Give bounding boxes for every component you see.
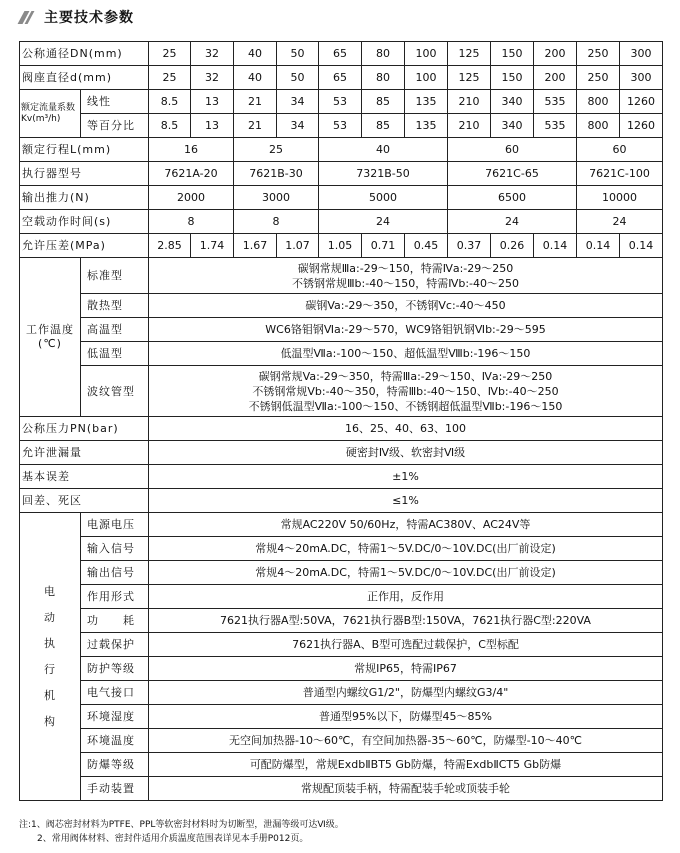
dn-cell: 150 — [491, 42, 534, 66]
thrust-label: 输出推力(N) — [20, 186, 149, 210]
seat-cell: 25 — [149, 66, 191, 90]
dp-cell: 0.14 — [620, 234, 663, 258]
seat-cell: 125 — [448, 66, 491, 90]
stroke-cell: 16 — [149, 138, 234, 162]
temp-value: WC6铬钼钢Ⅵa:-29～570，WC9铬钼钒钢Ⅵb:-29～595 — [149, 318, 663, 342]
stroke-cell: 60 — [577, 138, 663, 162]
dn-cell: 40 — [234, 42, 277, 66]
row-electric-power — [20, 513, 663, 537]
electric-label-char: 电 — [44, 584, 56, 598]
temp-value: 低温型Ⅶa:-100～150、超低温型Ⅷb:-196～150 — [149, 342, 663, 366]
dn-cell: 100 — [405, 42, 448, 66]
row-electric-manual — [20, 777, 663, 801]
time-cell: 24 — [448, 210, 577, 234]
row-electric-explosion — [20, 753, 663, 777]
dn-cell: 65 — [319, 42, 362, 66]
eqpct-label: 等百分比 — [81, 114, 149, 138]
row-kv-eqpct — [20, 114, 663, 138]
electric-item-label: 环境湿度 — [81, 705, 149, 729]
dp-cell: 1.74 — [191, 234, 234, 258]
temp-line: 不锈钢低温型Ⅶa:-100～150、不锈钢超低温型Ⅶb:-196～150 — [248, 399, 563, 413]
temp-type-label: 波纹管型 — [81, 366, 149, 417]
seat-cell: 65 — [319, 66, 362, 90]
page-title: 主要技术参数 — [44, 10, 134, 26]
eqpct-cell: 1260 — [620, 114, 663, 138]
eqpct-cell: 800 — [577, 114, 620, 138]
electric-item-value: 无空间加热器-10～60℃，有空间加热器-35～60℃，防爆型-10～40℃ — [149, 729, 663, 753]
linear-cell: 210 — [448, 90, 491, 114]
eqpct-cell: 8.5 — [149, 114, 191, 138]
seat-cell: 250 — [577, 66, 620, 90]
dp-cell: 1.07 — [277, 234, 319, 258]
thrust-cell: 5000 — [319, 186, 448, 210]
actuator-cell: 7321B-50 — [319, 162, 448, 186]
row-temp-low — [20, 342, 663, 366]
seat-cell: 32 — [191, 66, 234, 90]
actuator-cell: 7621C-65 — [448, 162, 577, 186]
eqpct-cell: 53 — [319, 114, 362, 138]
linear-cell: 21 — [234, 90, 277, 114]
linear-cell: 85 — [362, 90, 405, 114]
seat-cell: 40 — [234, 66, 277, 90]
electric-item-value: 7621执行器A型:50VA，7621执行器B型:150VA，7621执行器C型:220VA — [149, 609, 663, 633]
electric-item-label: 过载保护 — [81, 633, 149, 657]
row-electric-protection — [20, 657, 663, 681]
dp-cell: 0.71 — [362, 234, 405, 258]
time-cell: 24 — [319, 210, 448, 234]
electric-item-value: 常规4～20mA.DC，特需1～5V.DC/0～10V.DC(出厂前设定) — [149, 561, 663, 585]
dn-cell: 80 — [362, 42, 405, 66]
row-hysteresis — [20, 489, 663, 513]
linear-cell: 53 — [319, 90, 362, 114]
temp-type-label: 高温型 — [81, 318, 149, 342]
row-electric-ambient-temp — [20, 729, 663, 753]
dn-label: 公称通径DN(mm) — [20, 42, 149, 66]
electric-item-label: 电气接口 — [81, 681, 149, 705]
dn-cell: 125 — [448, 42, 491, 66]
footnote: 注:1、阀芯密封材料为PTFE、PPL等软密封材料时为切断型，泄漏等级可达Ⅵ级。 — [19, 820, 344, 830]
electric-item-value: 7621执行器A、B型可选配过载保护，C型标配 — [149, 633, 663, 657]
row-temp-cooling — [20, 294, 663, 318]
slash-bars-icon — [18, 11, 34, 24]
dp-cell: 0.14 — [577, 234, 620, 258]
linear-cell: 1260 — [620, 90, 663, 114]
temp-line: 碳钢常规Ⅲa:-29～150，特需Ⅳa:-29～250 — [297, 261, 514, 275]
hysteresis-label: 回差、死区 — [20, 489, 149, 513]
dn-cell: 200 — [534, 42, 577, 66]
row-electric-interface — [20, 681, 663, 705]
footnotes — [19, 818, 344, 846]
pn-value: 16、25、40、63、100 — [149, 417, 663, 441]
temp-label: 工作温度(℃) — [20, 258, 81, 417]
electric-item-value: 正作用，反作用 — [149, 585, 663, 609]
electric-item-value: 可配防爆型，常规ExdbⅡBT5 Gb防爆，特需ExdbⅡCT5 Gb防爆 — [149, 753, 663, 777]
eqpct-cell: 535 — [534, 114, 577, 138]
eqpct-cell: 210 — [448, 114, 491, 138]
error-value: ±1% — [149, 465, 663, 489]
linear-cell: 340 — [491, 90, 534, 114]
electric-label-char: 执 — [44, 636, 56, 650]
linear-cell: 13 — [191, 90, 234, 114]
row-electric-humidity — [20, 705, 663, 729]
electric-item-label: 电源电压 — [81, 513, 149, 537]
linear-cell: 535 — [534, 90, 577, 114]
electric-label-char: 行 — [44, 662, 56, 676]
electric-label-char: 动 — [44, 610, 56, 624]
electric-item-value: 常规4～20mA.DC，特需1～5V.DC/0～10V.DC(出厂前设定) — [149, 537, 663, 561]
linear-cell: 34 — [277, 90, 319, 114]
stroke-cell: 60 — [448, 138, 577, 162]
eqpct-cell: 340 — [491, 114, 534, 138]
temp-type-label: 标准型 — [81, 258, 149, 294]
stroke-cell: 40 — [319, 138, 448, 162]
dn-cell: 300 — [620, 42, 663, 66]
electric-item-value: 普通型95%以下，防爆型45～85% — [149, 705, 663, 729]
row-kv-linear — [20, 90, 663, 114]
temp-value — [149, 366, 663, 417]
electric-item-label: 功 耗 — [81, 609, 149, 633]
electric-item-label: 作用形式 — [81, 585, 149, 609]
electric-item-value: 常规AC220V 50/60Hz，特需AC380V、AC24V等 — [149, 513, 663, 537]
seat-cell: 100 — [405, 66, 448, 90]
dp-cell: 0.14 — [534, 234, 577, 258]
eqpct-cell: 34 — [277, 114, 319, 138]
linear-cell: 8.5 — [149, 90, 191, 114]
electric-label-char: 机 — [44, 688, 56, 702]
temp-line: 碳钢常规Va:-29～350，特需Ⅲa:-29～150、Ⅳa:-29～250 — [258, 369, 553, 383]
electric-item-label: 手动装置 — [81, 777, 149, 801]
row-temp-bellows — [20, 366, 663, 417]
thrust-cell: 10000 — [577, 186, 663, 210]
actuator-label: 执行器型号 — [20, 162, 149, 186]
stroke-label: 额定行程L(mm) — [20, 138, 149, 162]
dp-label: 允许压差(MPa) — [20, 234, 149, 258]
time-cell: 8 — [149, 210, 234, 234]
electric-item-label: 环境温度 — [81, 729, 149, 753]
pn-label: 公称压力PN(bar) — [20, 417, 149, 441]
linear-label: 线性 — [81, 90, 149, 114]
electric-item-label: 输入信号 — [81, 537, 149, 561]
row-pn — [20, 417, 663, 441]
temp-value — [149, 258, 663, 294]
dp-cell: 0.26 — [491, 234, 534, 258]
electric-item-value: 常规IP65，特需IP67 — [149, 657, 663, 681]
electric-item-label: 防爆等级 — [81, 753, 149, 777]
hysteresis-value: ≤1% — [149, 489, 663, 513]
row-dn — [20, 42, 663, 66]
dn-cell: 32 — [191, 42, 234, 66]
dp-cell: 2.85 — [149, 234, 191, 258]
thrust-cell: 2000 — [149, 186, 234, 210]
seat-cell: 300 — [620, 66, 663, 90]
temp-value: 碳钢Va:-29～350，不锈钢Vc:-40～450 — [149, 294, 663, 318]
electric-item-label: 输出信号 — [81, 561, 149, 585]
section-header — [18, 6, 134, 28]
linear-cell: 135 — [405, 90, 448, 114]
eqpct-cell: 135 — [405, 114, 448, 138]
dp-cell: 1.67 — [234, 234, 277, 258]
actuator-cell: 7621C-100 — [577, 162, 663, 186]
electric-item-value: 常规配顶装手柄，特需配装手轮或顶装手轮 — [149, 777, 663, 801]
row-seat — [20, 66, 663, 90]
dn-cell: 25 — [149, 42, 191, 66]
row-electric-input — [20, 537, 663, 561]
dp-cell: 0.45 — [405, 234, 448, 258]
row-temp-standard — [20, 258, 663, 294]
stroke-cell: 25 — [234, 138, 319, 162]
eqpct-cell: 21 — [234, 114, 277, 138]
row-stroke — [20, 138, 663, 162]
error-label: 基本误差 — [20, 465, 149, 489]
seat-cell: 80 — [362, 66, 405, 90]
dn-cell: 50 — [277, 42, 319, 66]
footnote: 2、常用阀体材料、密封件适用介质温度范围表详见本手册P012页。 — [19, 834, 309, 844]
row-thrust — [20, 186, 663, 210]
eqpct-cell: 13 — [191, 114, 234, 138]
seat-label: 阀座直径d(mm) — [20, 66, 149, 90]
time-label: 空载动作时间(s) — [20, 210, 149, 234]
row-electric-consumption — [20, 609, 663, 633]
dn-cell: 250 — [577, 42, 620, 66]
time-cell: 24 — [577, 210, 663, 234]
row-time — [20, 210, 663, 234]
eqpct-cell: 85 — [362, 114, 405, 138]
dp-cell: 1.05 — [319, 234, 362, 258]
electric-label-char: 构 — [44, 714, 56, 728]
temp-type-label: 低温型 — [81, 342, 149, 366]
row-dp — [20, 234, 663, 258]
temp-type-label: 散热型 — [81, 294, 149, 318]
row-electric-output — [20, 561, 663, 585]
actuator-cell: 7621B-30 — [234, 162, 319, 186]
row-temp-high — [20, 318, 663, 342]
thrust-cell: 3000 — [234, 186, 319, 210]
row-actuator — [20, 162, 663, 186]
leak-value: 硬密封Ⅳ级、软密封Ⅵ级 — [149, 441, 663, 465]
kv-label: 额定流量系数Kv(m³/h) — [20, 90, 81, 138]
electric-item-label: 防护等级 — [81, 657, 149, 681]
seat-cell: 150 — [491, 66, 534, 90]
row-electric-action — [20, 585, 663, 609]
electric-item-value: 普通型内螺纹G1/2"，防爆型内螺纹G3/4" — [149, 681, 663, 705]
actuator-cell: 7621A-20 — [149, 162, 234, 186]
seat-cell: 50 — [277, 66, 319, 90]
row-error — [20, 465, 663, 489]
temp-line: 不锈钢常规Vb:-40～350，特需Ⅲb:-40～150、Ⅳb:-40～250 — [252, 384, 559, 398]
thrust-cell: 6500 — [448, 186, 577, 210]
dp-cell: 0.37 — [448, 234, 491, 258]
spec-table — [19, 41, 663, 801]
row-electric-overload — [20, 633, 663, 657]
linear-cell: 800 — [577, 90, 620, 114]
time-cell: 8 — [234, 210, 319, 234]
electric-actuator-label — [20, 513, 81, 801]
seat-cell: 200 — [534, 66, 577, 90]
temp-line: 不锈钢常规Ⅲb:-40～150，特需Ⅳb:-40～250 — [291, 276, 520, 290]
leak-label: 允许泄漏量 — [20, 441, 149, 465]
row-leak — [20, 441, 663, 465]
